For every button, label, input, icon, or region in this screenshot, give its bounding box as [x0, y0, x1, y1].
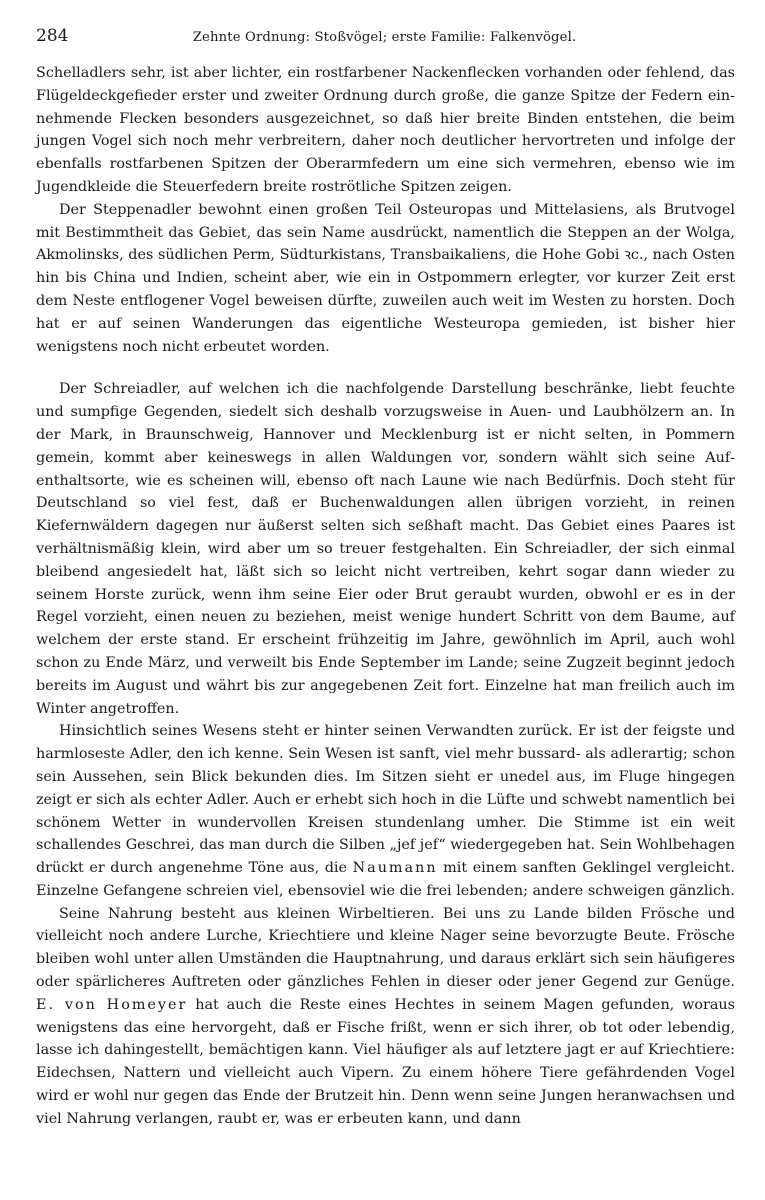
paragraph-text: mit einem sanften Geklingel vergleicht. Einzelne Gefangene schreien viel, ebensoviel wie die frei lebenden; andere schweigen gänzlich. — [36, 860, 735, 899]
paragraph-continuation: Schelladlers sehr, ist aber lichter, ein rostfarbener Nackenflecken vorhanden oder fehlend, das Flügeldeckgefieder erster und zweiter Ordnung durch große, die ganze Spitze der Federn einnehmende Flecken besonders ausgezeichnet, so daß hier breite Binden entstehen, die beim jungen Vogel sich noch mehr verbreitern, daher noch deutlicher hervortreten und infolge der ebenfalls rostfarbenen Spitzen der Oberarmfedern um eine sich vermehren, ebenso wie im Jugendkleide die Steuerfedern breite roströtliche Spitzen zeigen. — [36, 65, 735, 195]
paragraph-schreiadler-wesen — [36, 720, 735, 902]
paragraph-text: Seine Nahrung besteht aus kleinen Wirbeltieren. Bei uns zu Lande bilden Frösche und vielleicht noch andere Lurche, Kriechtiere und kleine Nager seine bevorzugte Beute. Frösche bleiben wohl unter allen Umständen die Hauptnahrung, und daraus erklärt sich sein häufigeres oder spärlicheres Auftreten oder gänzliches Fehlen in dieser oder jener Gegend zur Genüge. — [36, 905, 735, 991]
running-head — [36, 26, 735, 56]
paragraph-schreiadler-nahrung — [36, 903, 735, 1131]
paragraph-text: Hinsichtlich seines Wesens steht er hinter seinen Verwandten zurück. Er ist der feigste und harmloseste Adler, den ich kenne. Sein Wesen ist sanft, viel mehr bussard- als adlerartig; schon sein Aussehen, sein Blick bekunden dies. Im Sitzen sieht er unedel aus, im Fluge hingegen zeigt er sich als echter Adler. Auch er erhebt sich hoch in die Lüfte und schwebt namentlich bei schönem Wetter in wundervollen Kreisen stundenlang umher. Die Stimme ist ein weit schallendes Geschrei, das man durch die Silben „jef jef“ wiedergegeben hat. Sein Wohlbehagen drückt er durch angenehme Töne aus, die — [36, 723, 735, 877]
author-name: E. von Homeyer — [36, 996, 188, 1013]
paragraph-steppenadler: Der Steppenadler bewohnt einen großen Teil Osteuropas und Mittelasiens, als Brutvogel mit Bestimmtheit das Gebiet, das sein Name ausdrückt, namentlich die Steppen an der Wolga, Akmolinsks, des südlichen Perm, Südturkistans, Transbaikaliens, die Hohe Gobi ꝛc., nach Osten hin bis China und Indien, scheint aber, wie ein in Ostpommern erlegter, vor kurzer Zeit erst dem Neste entflogener Vogel beweisen dürfte, zuweilen auch weit im Westen zu horsten. Doch hat er auf seinen Wanderungen das eigentliche Westeuropa gemieden, ist bisher hier wenigstens noch nicht erbeutet worden. — [36, 201, 735, 355]
paragraph-text: hat auch die Reste eines Hechtes in seinem Magen gefunden, woraus wenigstens das eine hervorgeht, daß er Fische frißt, wenn er sich ihrer, ob tot oder lebendig, lasse ich dahingestellt, bemächtigen kann. Viel häufiger als auf letztere jagt er auf Kriechtiere: Eidechsen, Nattern und vielleicht auch Vipern. Zu einem höhere Tiere gefährdenden Vogel wird er wohl nur gegen das Ende der Brutzeit hin. Denn wenn seine Jungen heranwachsen und viel Nahrung verlangen, raubt er, was er erbeuten kann, und dann — [36, 996, 735, 1127]
running-title: Zehnte Ordnung: Stoßvögel; erste Familie: Falkenvögel. — [192, 30, 577, 45]
page-number: 284 — [36, 26, 69, 46]
author-name: Naumann — [352, 860, 438, 877]
paragraph-schreiadler-habitat: Der Schreiadler, auf welchen ich die nachfolgende Darstellung beschränke, liebt feuchte und sumpfige Gegenden, siedelt sich deshalb vorzugsweise in Auen- und Laubhölzern an. In der Mark, in Braunschweig, Hannover und Mecklenburg ist er nicht selten, in Pommern gemein, kommt aber keineswegs in allen Waldungen vor, sondern wählt sich seine Aufenthaltsorte, wie es scheinen will, ebenso oft nach Laune wie nach Bedürfnis. Doch steht für Deutschland so viel fest, daß er Buchenwaldungen allen übrigen vorzieht, in reinen Kiefernwäldern dagegen nur äußerst selten sich seßhaft macht. Das Gebiet eines Paares ist verhältnismäßig klein, wird aber um so treuer festgehalten. Ein Schreiadler, der sich einmal bleibend angesiedelt hat, läßt sich so leicht nicht vertreiben, kehrt sogar dann wieder zu seinem Horste zurück, wenn ihm seine Eier oder Brut geraubt wurden, obwohl er es in der Regel vorzieht, einen neuen zu beziehen, meist wenige hundert Schritt von dem Baume, auf welchem der erste stand. Er erscheint frühzeitig im Jahre, gewöhnlich im April, auch wohl schon zu Ende März, und verweilt bis Ende September im Lande; seine Zugzeit beginnt jedoch bereits im August und währt bis zur angegebenen Zeit fort. Einzelne hat man freilich auch im Winter angetroffen. — [36, 381, 735, 717]
